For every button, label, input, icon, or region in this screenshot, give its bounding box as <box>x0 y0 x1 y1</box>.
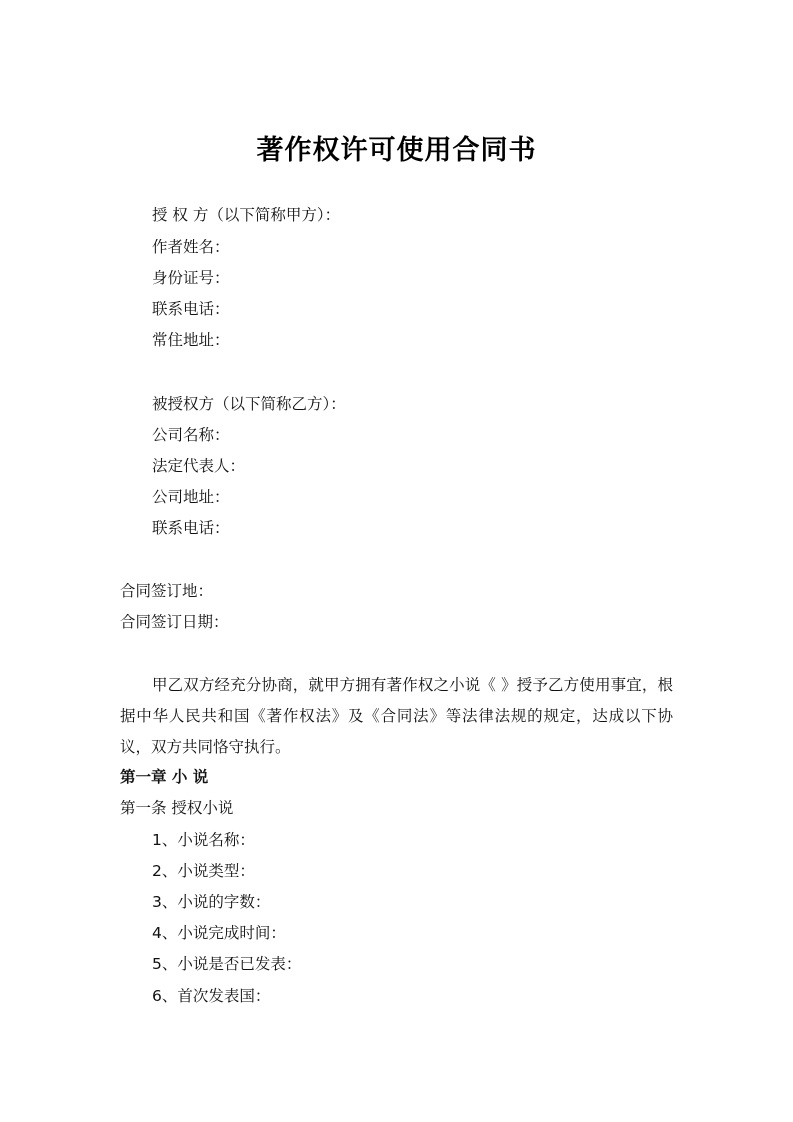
article-1-item-6: 6、首次发表国： <box>152 987 271 1005</box>
party-b-header: 被授权方（以下简称乙方）： <box>152 395 346 413</box>
party-a-phone: 联系电话： <box>152 300 230 318</box>
chapter-1-title: 第一章 小 说 <box>120 768 209 786</box>
party-a-id-number: 身份证号： <box>152 269 230 287</box>
party-a-author-name: 作者姓名： <box>152 238 230 256</box>
article-1-item-5: 5、小说是否已发表： <box>152 955 302 973</box>
article-1-item-2: 2、小说类型： <box>152 862 255 880</box>
party-a-header: 授 权 方（以下简称甲方）： <box>152 206 341 224</box>
article-1-item-3: 3、小说的字数： <box>152 893 271 911</box>
party-a-address: 常住地址： <box>152 331 230 349</box>
article-1-item-4: 4、小说完成时间： <box>152 924 286 942</box>
party-b-legal-representative: 法定代表人： <box>152 457 246 475</box>
party-b-phone: 联系电话： <box>152 519 230 537</box>
article-1-title: 第一条 授权小说 <box>120 799 234 817</box>
party-b-company-address: 公司地址： <box>152 488 230 506</box>
document-title: 著作权许可使用合同书 <box>256 135 537 166</box>
article-1-item-1: 1、小说名称： <box>152 831 255 849</box>
signing-date: 合同签订日期： <box>120 613 229 631</box>
party-b-company-name: 公司名称： <box>152 426 230 444</box>
signing-place: 合同签订地： <box>120 582 214 600</box>
preamble-paragraph: 甲乙双方经充分协商，就甲方拥有著作权之小说《 》授予乙方使用事宜，根据中华人民共和国《著作权法》及《合同法》等法律法规的规定，达成以下协议，双方共同恪守执行。 <box>120 676 673 756</box>
